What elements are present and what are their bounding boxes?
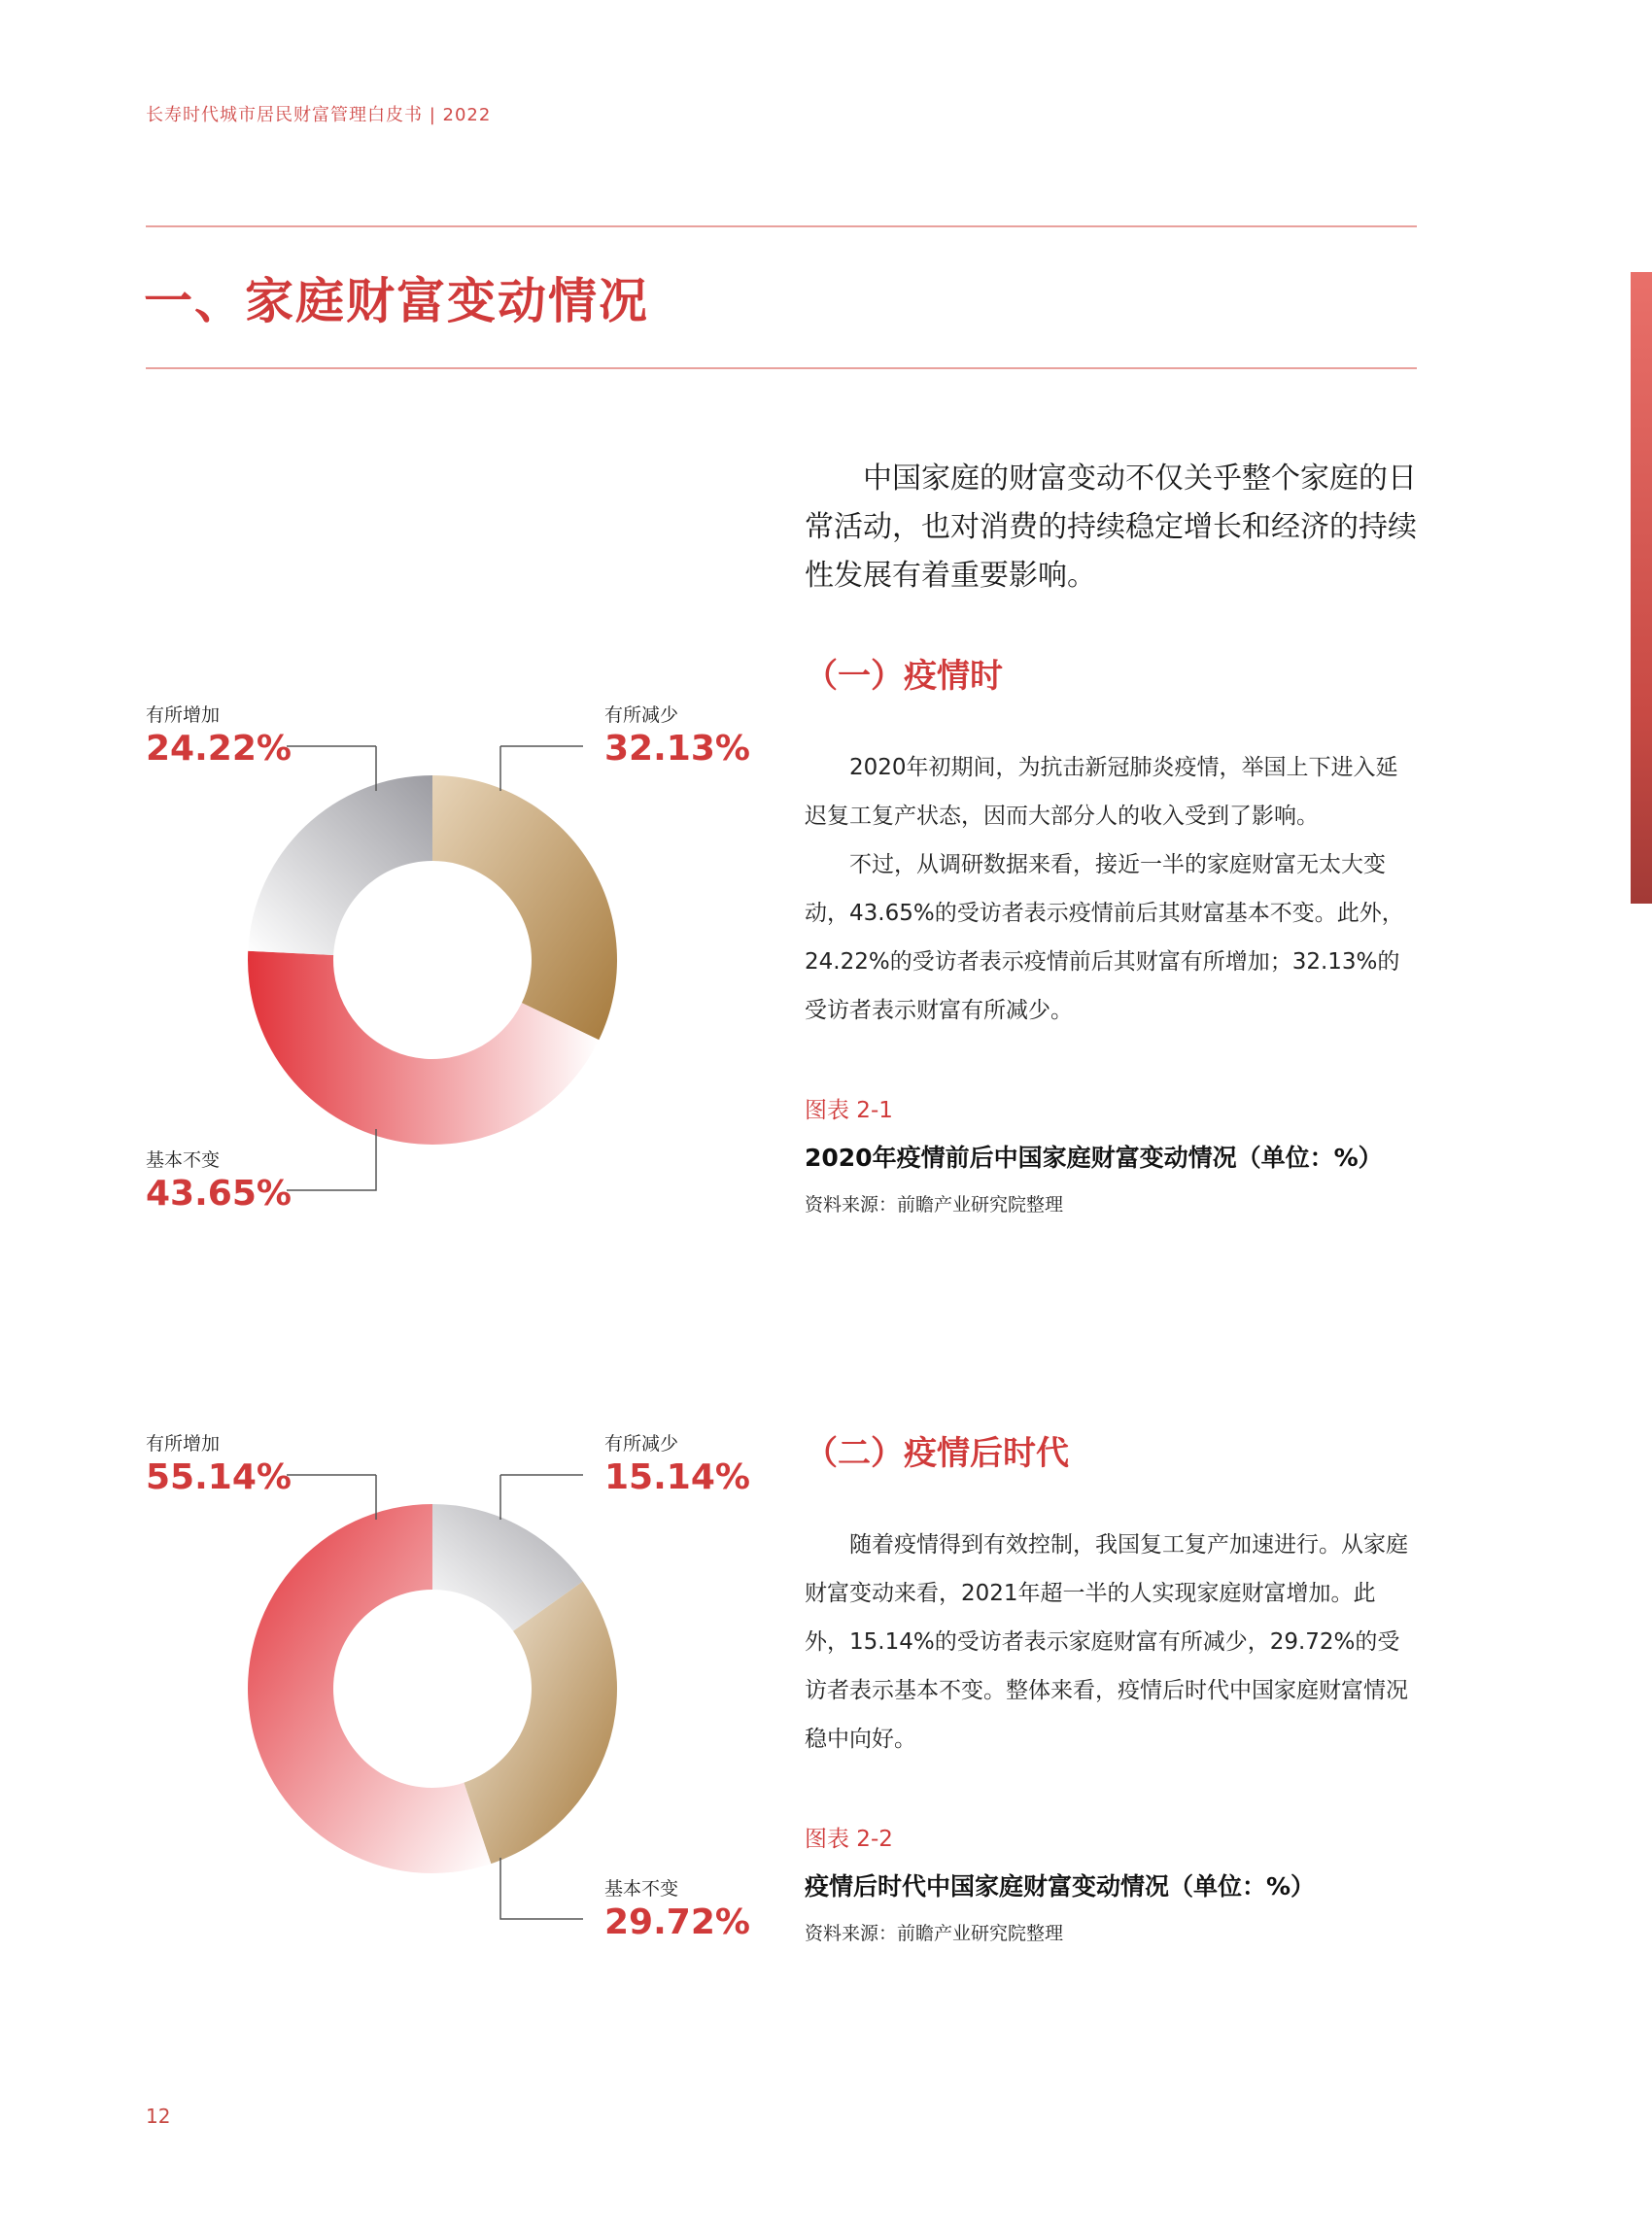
chart2-label-decrease-value: 15.14% <box>604 1457 750 1497</box>
slice-decrease <box>432 775 617 1040</box>
slice-increase <box>248 775 432 955</box>
chart1-label-unchanged-name: 基本不变 <box>146 1149 221 1171</box>
divider-top <box>146 225 1417 227</box>
figure-2-1-label: 图表 2-1 <box>805 1098 893 1123</box>
part2-heading: （二）疫情后时代 <box>805 1434 1069 1473</box>
section-title: 一、家庭财富变动情况 <box>144 273 649 329</box>
part2-paragraph-1: 随着疫情得到有效控制，我国复工复产加速进行。从家庭财富变动来看，2021年超一半的人实现家庭财富增加。此外，15.14%的受访者表示家庭财富有所减少，29.72%的受访者表示基本不变。整体来看，疫情后时代中国家庭财富情况稳中向好。 <box>805 1532 1408 1752</box>
figure-2-2-title: 疫情后时代中国家庭财富变动情况（单位：%） <box>805 1872 1316 1901</box>
figure-2-1-title: 2020年疫情前后中国家庭财富变动情况（单位：%） <box>805 1144 1383 1172</box>
figure-2-1-source: 资料来源：前瞻产业研究院整理 <box>805 1194 1064 1216</box>
part1-paragraph-1: 2020年初期间，为抗击新冠肺炎疫情，举国上下进入延迟复工复产状态，因而大部分人的收入受到了影响。 <box>805 755 1398 829</box>
side-decoration-bar <box>1631 272 1652 904</box>
chart2-label-increase-value: 55.14% <box>146 1457 292 1497</box>
figure-2-2-source: 资料来源：前瞻产业研究院整理 <box>805 1923 1064 1944</box>
part1-heading: （一）疫情时 <box>805 657 1003 696</box>
chart1-label-increase-value: 24.22% <box>146 729 292 769</box>
leader-line-unchanged-2 <box>500 1858 583 1919</box>
chart2-label-decrease-name: 有所减少 <box>604 1433 679 1455</box>
chart2-label-unchanged-value: 29.72% <box>604 1902 750 1942</box>
part1-paragraph-2: 不过，从调研数据来看，接近一半的家庭财富无太大变动，43.65%的受访者表示疫情前后其财富基本不变。此外，24.22%的受访者表示疫情前后其财富有所增加；32.13%的受访者表示财富有所减少。 <box>805 852 1404 1023</box>
chart1-label-decrease-value: 32.13% <box>604 729 750 769</box>
figure-2-2-label: 图表 2-2 <box>805 1827 893 1852</box>
chart2-label-increase-name: 有所增加 <box>146 1433 221 1455</box>
donut-chart-2020 <box>136 700 758 1224</box>
slice-unchanged <box>464 1582 617 1865</box>
donut-chart-post-pandemic <box>136 1428 758 1953</box>
intro-paragraph: 中国家庭的财富变动不仅关乎整个家庭的日常活动，也对消费的持续稳定增长和经济的持续性发展有着重要影响。 <box>805 462 1417 593</box>
leader-line-unchanged <box>287 1129 376 1190</box>
chart1-label-unchanged-value: 43.65% <box>146 1174 292 1214</box>
chart1-label-increase-name: 有所增加 <box>146 704 221 726</box>
chart1-label-decrease-name: 有所减少 <box>604 704 679 726</box>
divider-bottom <box>146 367 1417 369</box>
chart2-label-unchanged-name: 基本不变 <box>604 1878 679 1900</box>
page-number: 12 <box>146 2105 171 2128</box>
running-header: 长寿时代城市居民财富管理白皮书 | 2022 <box>146 105 492 125</box>
